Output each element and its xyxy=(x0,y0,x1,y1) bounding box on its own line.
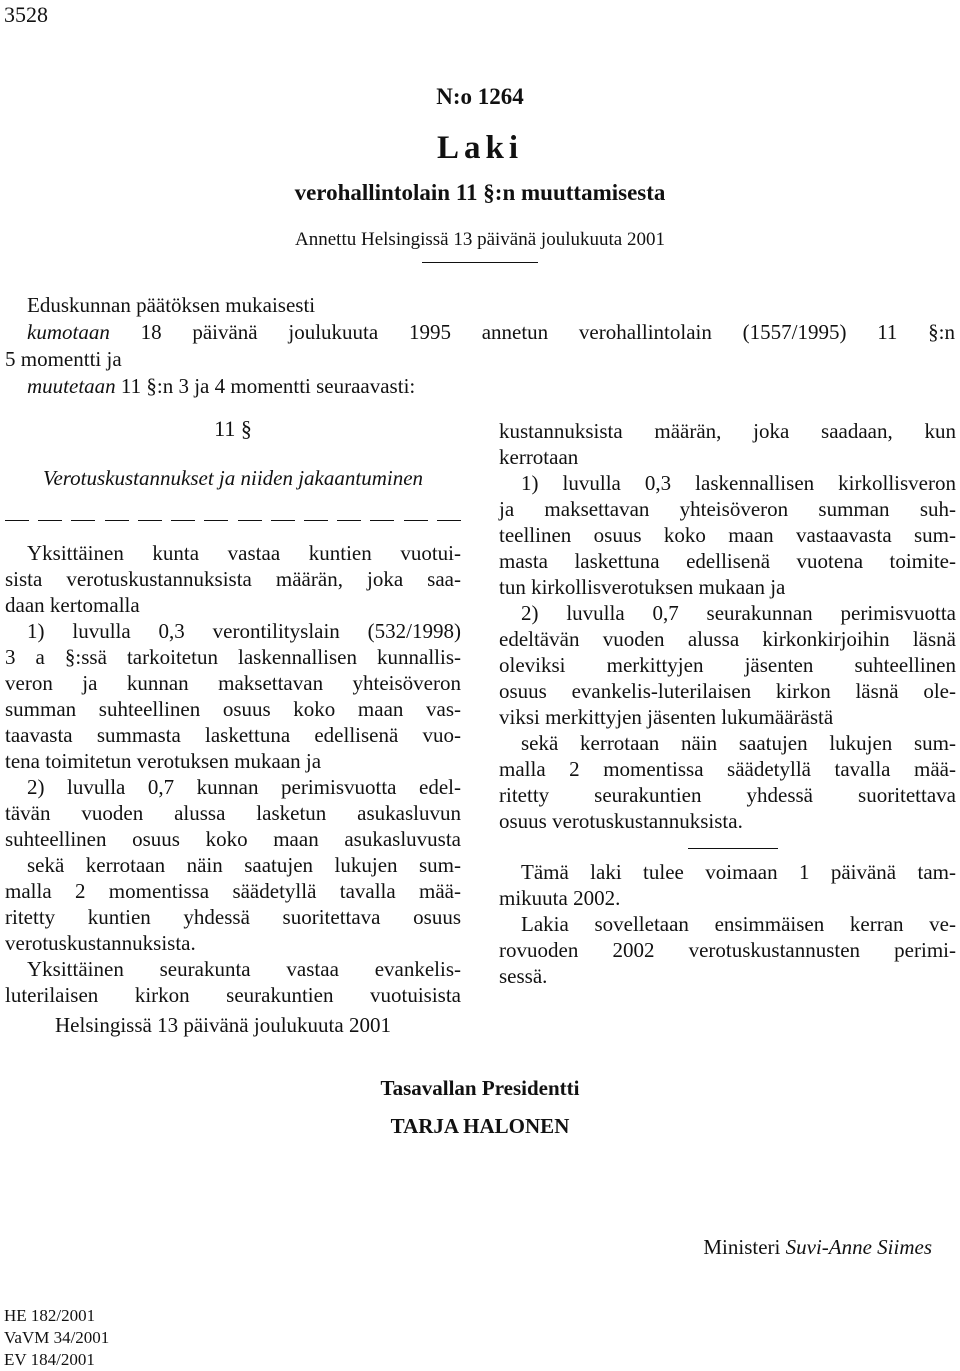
entry-line: Lakia sovelletaan ensimmäisen kerran ve- xyxy=(521,912,956,936)
text-line: teellinen osuus koko maan vastaavasta sum- xyxy=(499,523,956,547)
text-line: verotuskustannuksista. xyxy=(5,931,196,955)
preamble-line-1: Eduskunnan päätöksen mukaisesti xyxy=(27,293,316,317)
text-line: tun kirkollisverotuksen mukaan ja xyxy=(499,575,786,599)
text-line: osuus verotuskustannuksista. xyxy=(499,809,743,833)
president-title: Tasavallan Presidentti xyxy=(380,1076,580,1100)
preamble-line-3: 5 momentti ja xyxy=(5,347,122,371)
text-line: osuus evankelis-luterilaisen kirkon läsnä ole- xyxy=(499,679,956,703)
text-line: 3 a §:ssä tarkoitetun laskennallisen kunnallis- xyxy=(5,645,461,669)
text-line: ritetty kuntien yhdessä suoritettava osuus xyxy=(5,905,461,929)
text-line: ritetty seurakuntien yhdessä suoritettava xyxy=(499,783,956,807)
repeal-keyword: kumotaan xyxy=(27,320,110,344)
text-line: 1) luvulla 0,3 verontilityslain (532/1998) xyxy=(27,619,461,643)
omission-dashes xyxy=(5,510,461,530)
text-line: tävän vuoden alussa lasketun asukasluvun xyxy=(5,801,461,825)
minister-name: Suvi-Anne Siimes xyxy=(785,1235,932,1259)
text-line: 2) luvulla 0,7 seurakunnan perimisvuotta xyxy=(521,601,956,625)
minister-title: Ministeri xyxy=(703,1235,781,1259)
text-line: 2) luvulla 0,7 kunnan perimisvuotta edel- xyxy=(27,775,461,799)
law-subtitle: verohallintolain 11 §:n muuttamisesta xyxy=(294,180,666,205)
text-line: ja maksettavan yhteisöveron summan suh- xyxy=(499,497,956,521)
text-line: tena toimitetun verotuksen mukaan ja xyxy=(5,749,322,773)
text-line: 1) luvulla 0,3 laskennallisen kirkollisveron xyxy=(521,471,956,495)
reference-line: VaVM 34/2001 xyxy=(4,1328,110,1347)
title-rule xyxy=(422,262,538,263)
text-line: sista verotuskustannuksista määrän, joka saa- xyxy=(5,567,461,591)
text-line: sekä kerrotaan näin saatujen lukujen sum- xyxy=(521,731,956,755)
issued-date: Annettu Helsingissä 13 päivänä joulukuuta 2001 xyxy=(295,229,665,250)
text-line: luterilaisen kirkon seurakuntien vuotuisista xyxy=(5,983,461,1007)
reference-line: EV 184/2001 xyxy=(4,1350,95,1369)
preamble-line-4-text: 11 §:n 3 ja 4 momentti seuraavasti: xyxy=(115,374,416,398)
entry-line: rovuoden 2002 verotuskustannusten perimi- xyxy=(499,938,956,962)
document-number: N:o 1264 xyxy=(436,84,524,109)
minister-signature xyxy=(703,1235,932,1260)
text-line: sekä kerrotaan näin saatujen lukujen sum- xyxy=(27,853,461,877)
text-line: kerrotaan xyxy=(499,445,579,469)
preamble-line-2 xyxy=(27,319,955,345)
preamble-line-2-text: 18 päivänä joulukuuta 1995 annetun verohallintolain (1557/1995) 11 §:n xyxy=(109,320,955,344)
text-line: summan suhteellinen osuus koko maan vas- xyxy=(5,697,461,721)
entry-line: sessä. xyxy=(499,964,548,988)
section-number: 11 § xyxy=(214,416,252,441)
entry-line: Tämä laki tulee voimaan 1 päivänä tam- xyxy=(521,860,956,884)
text-line: malla 2 momentissa säädetyllä tavalla mää- xyxy=(499,757,956,781)
reference-line: HE 182/2001 xyxy=(4,1306,96,1325)
text-line: edeltävän vuoden alussa kirkonkirjoihin läsnä xyxy=(499,627,956,651)
section-heading: Verotuskustannukset ja niiden jakaantuminen xyxy=(42,466,424,490)
amend-keyword: muutetaan xyxy=(27,374,116,398)
president-name: TARJA HALONEN xyxy=(390,1114,570,1138)
text-line: Yksittäinen kunta vastaa kuntien vuotui- xyxy=(27,541,461,565)
text-line: Yksittäinen seurakunta vastaa evankelis- xyxy=(27,957,461,981)
text-line: masta laskettuna edellisenä vuotena toimite- xyxy=(499,549,956,573)
text-line: daan kertomalla xyxy=(5,593,140,617)
page-number: 3528 xyxy=(4,2,48,27)
preamble-line-4 xyxy=(27,373,415,399)
text-line: oleviksi merkittyjen jäsenten suhteellinen xyxy=(499,653,956,677)
text-line: kustannuksista määrän, joka saadaan, kun xyxy=(499,419,956,443)
text-line: veron ja kunnan maksettavan yhteisöveron xyxy=(5,671,461,695)
text-line: malla 2 momentissa säädetyllä tavalla mää- xyxy=(5,879,461,903)
section-end-rule xyxy=(688,848,778,849)
law-title: Laki xyxy=(436,130,524,166)
text-line: viksi merkittyjen jäsenten lukumäärästä xyxy=(499,705,834,729)
signing-place: Helsingissä 13 päivänä joulukuuta 2001 xyxy=(55,1013,391,1037)
text-line: taavasta summasta laskettuna edellisenä vuo- xyxy=(5,723,461,747)
text-line: suhteellinen osuus koko maan asukasluvusta xyxy=(5,827,461,851)
entry-line: mikuuta 2002. xyxy=(499,886,621,910)
